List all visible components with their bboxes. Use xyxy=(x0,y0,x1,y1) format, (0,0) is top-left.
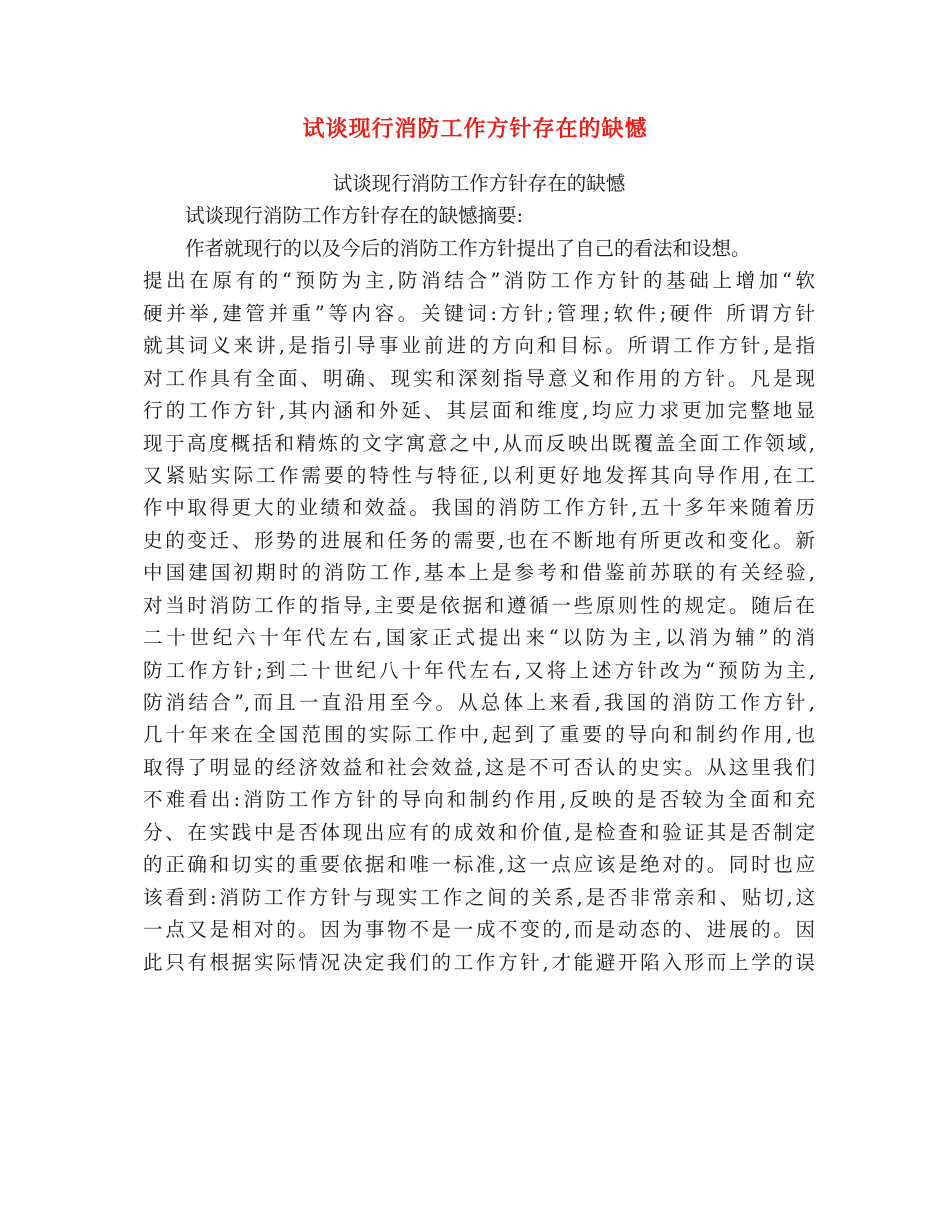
abstract-heading: 试谈现行消防工作方针存在的缺憾摘要: xyxy=(185,204,524,228)
paragraph-line: 的正确和切实的重要依据和唯一标准,这一点应该是绝对的。同时也应 xyxy=(143,853,815,877)
paragraph-line: 分、在实践中是否体现出应有的成效和价值,是检查和验证其是否制定 xyxy=(143,820,815,844)
paragraph-line: 史的变迁、形势的进展和任务的需要,也在不断地有所更改和变化。新 xyxy=(143,528,815,552)
paragraph-line: 对当时消防工作的指导,主要是依据和遵循一些原则性的规定。随后在 xyxy=(143,593,815,617)
paragraph-line: 不难看出:消防工作方针的导向和制约作用,反映的是否较为全面和充 xyxy=(143,788,815,812)
paragraph-line: 防消结合”,而且一直沿用至今。从总体上来看,我国的消防工作方针, xyxy=(143,691,815,714)
paragraph-line: 硬并举,建管并重”等内容。关键词:方针;管理;软件;硬件 所谓方针 xyxy=(143,301,815,325)
paragraph-line: 行的工作方针,其内涵和外延、其层面和维度,均应力求更加完整地显 xyxy=(143,399,815,423)
document-body xyxy=(143,168,815,979)
paragraph-line: 作者就现行的以及今后的消防工作方针提出了自己的看法和设想。 xyxy=(185,236,751,260)
paragraph-line: 就其词义来讲,是指引导事业前进的方向和目标。所谓工作方针,是指 xyxy=(143,334,815,358)
paragraph-line: 防工作方针;到二十世纪八十年代左右,又将上述方针改为“预防为主, xyxy=(143,658,815,682)
paragraph-line: 该看到:消防工作方针与现实工作之间的关系,是否非常亲和、贴切,这 xyxy=(143,885,815,909)
document-title: 试谈现行消防工作方针存在的缺憾 xyxy=(302,116,648,142)
paragraph-line: 现于高度概括和精炼的文字寓意之中,从而反映出既覆盖全面工作领域, xyxy=(143,431,815,455)
paragraph-line: 对工作具有全面、明确、现实和深刻指导意义和作用的方针。凡是现 xyxy=(143,366,815,390)
paragraph-line: 中国建国初期时的消防工作,基本上是参考和借鉴前苏联的有关经验, xyxy=(143,561,815,585)
paragraph-line: 提出在原有的“预防为主,防消结合”消防工作方针的基础上增加“软 xyxy=(143,269,815,293)
paragraph-line: 作中取得更大的业绩和效益。我国的消防工作方针,五十多年来随着历 xyxy=(143,496,815,520)
paragraph-line: 二十世纪六十年代左右,国家正式提出来“以防为主,以消为辅”的消 xyxy=(143,626,815,650)
paragraph-line: 一点又是相对的。因为事物不是一成不变的,而是动态的、进展的。因 xyxy=(143,918,815,942)
paragraph-line: 几十年来在全国范围的实际工作中,起到了重要的导向和制约作用,也 xyxy=(143,723,815,747)
paragraph-line: 取得了明显的经济效益和社会效益,这是不可否认的史实。从这里我们 xyxy=(143,755,815,779)
paragraph-line: 此只有根据实际情况决定我们的工作方针,才能避开陷入形而上学的误 xyxy=(143,950,815,974)
paragraph-line: 又紧贴实际工作需要的特性与特征,以利更好地发挥其向导作用,在工 xyxy=(143,463,815,487)
document-subtitle: 试谈现行消防工作方针存在的缺憾 xyxy=(332,172,626,195)
